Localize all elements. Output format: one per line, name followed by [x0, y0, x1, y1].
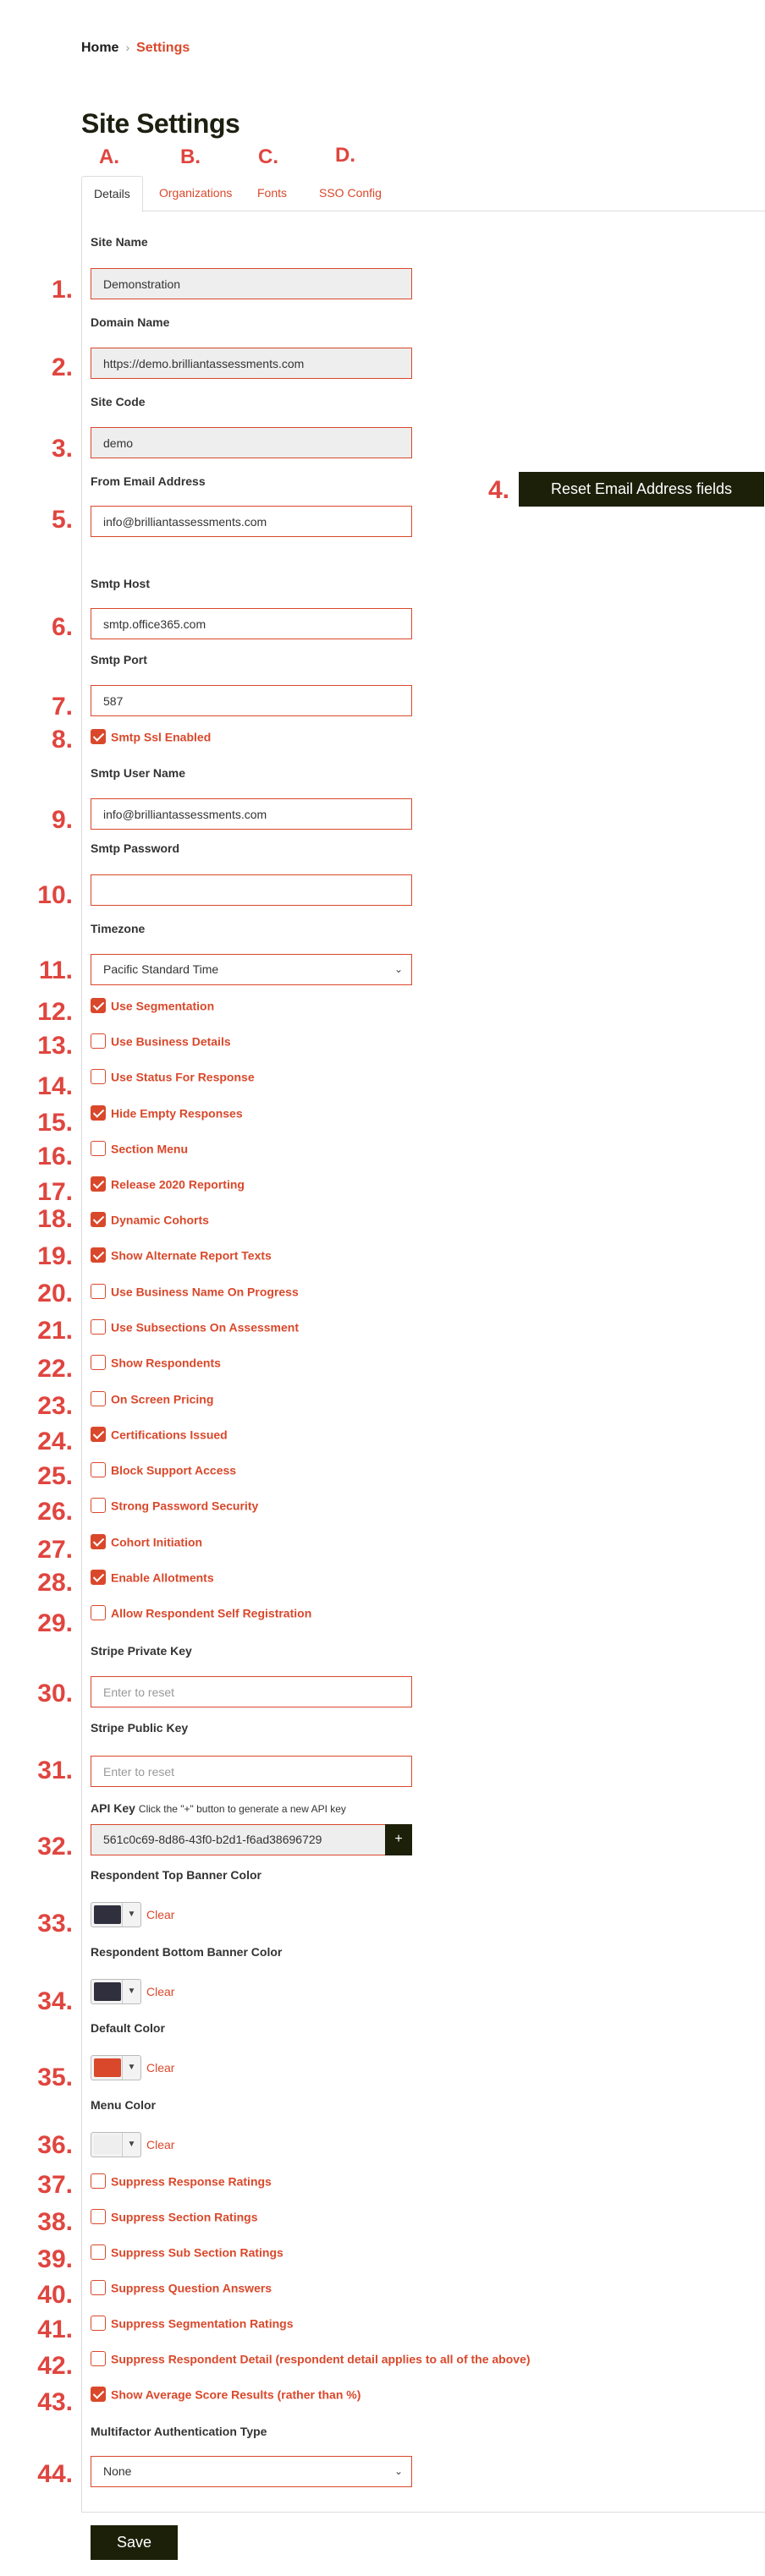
callout-tab-a: A.: [99, 145, 119, 168]
use-business-name-on-progress-checkbox[interactable]: [91, 1284, 299, 1301]
checkbox-box[interactable]: [91, 1212, 106, 1227]
tab-bar: [81, 176, 765, 211]
checkbox-label: Block Support Access: [111, 1463, 237, 1477]
smtp-port-label: Smtp Port: [91, 653, 147, 666]
callout-7: 7.: [51, 693, 73, 721]
callout-41: 41.: [37, 2316, 73, 2343]
show-average-score-results-checkbox[interactable]: [91, 2387, 360, 2403]
callout-15: 15.: [37, 1109, 73, 1137]
stripe-private-input[interactable]: [91, 1676, 412, 1707]
callout-43: 43.: [37, 2388, 73, 2416]
tab-fonts[interactable]: Fonts: [257, 186, 288, 200]
certifications-issued-checkbox[interactable]: [91, 1427, 228, 1444]
smtp-user-label: Smtp User Name: [91, 766, 186, 780]
on-screen-pricing-checkbox[interactable]: [91, 1391, 213, 1408]
callout-17: 17.: [37, 1178, 73, 1206]
color-swatch-button[interactable]: [91, 1902, 141, 1927]
top-banner-color-label: Respondent Top Banner Color: [91, 1868, 261, 1882]
callout-5: 5.: [51, 506, 73, 534]
checkbox-box[interactable]: [91, 1462, 106, 1477]
clear-color-link[interactable]: Clear: [146, 2138, 175, 2151]
callout-19: 19.: [37, 1242, 73, 1270]
callout-32: 32.: [37, 1833, 73, 1861]
callout-21: 21.: [37, 1317, 73, 1345]
color-swatch: [94, 1982, 121, 2001]
checkbox-box[interactable]: [91, 2280, 106, 2295]
hide-empty-responses-checkbox[interactable]: [91, 1105, 243, 1122]
dynamic-cohorts-checkbox[interactable]: [91, 1212, 209, 1229]
callout-tab-d: D.: [335, 144, 355, 167]
checkbox-label: Certifications Issued: [111, 1428, 228, 1442]
checkbox-label: Suppress Segmentation Ratings: [111, 2316, 294, 2331]
reset-email-fields-button[interactable]: Reset Email Address fields: [519, 472, 764, 507]
suppress-response-ratings-checkbox[interactable]: [91, 2173, 272, 2190]
api-key-field[interactable]: [91, 1824, 412, 1855]
callout-42: 42.: [37, 2352, 73, 2380]
tab-details[interactable]: Details: [81, 176, 143, 212]
site-code-input[interactable]: [91, 427, 412, 458]
use-business-details-checkbox[interactable]: [91, 1033, 231, 1050]
clear-color-link[interactable]: Clear: [146, 1908, 175, 1921]
cohort-initiation-checkbox[interactable]: [91, 1534, 202, 1551]
callout-36: 36.: [37, 2131, 73, 2159]
callout-1: 1.: [51, 276, 73, 304]
suppress-respondent-detail-checkbox[interactable]: [91, 2351, 531, 2368]
smtp-port-input[interactable]: [91, 685, 412, 716]
smtp-user-input[interactable]: [91, 798, 412, 830]
callout-14: 14.: [37, 1072, 73, 1100]
timezone-select[interactable]: [91, 954, 412, 985]
callout-10: 10.: [37, 881, 73, 909]
suppress-sub-section-ratings-checkbox[interactable]: [91, 2244, 283, 2261]
mfa-type-select[interactable]: [91, 2456, 412, 2487]
color-swatch: [94, 2135, 121, 2154]
tab-sso-config[interactable]: SSO Config: [319, 186, 382, 200]
callout-11: 11.: [38, 956, 73, 984]
clear-color-link[interactable]: Clear: [146, 2061, 175, 2075]
menu-color-label: Menu Color: [91, 2098, 156, 2112]
suppress-segmentation-ratings-checkbox[interactable]: [91, 2316, 293, 2332]
suppress-section-ratings-checkbox[interactable]: [91, 2209, 257, 2226]
callout-27: 27.: [37, 1536, 73, 1564]
callout-18: 18.: [37, 1205, 73, 1233]
caret-down-icon: ▼: [122, 1903, 140, 1927]
color-swatch-button[interactable]: [91, 2055, 141, 2080]
callout-35: 35.: [37, 2064, 73, 2091]
default-color-label: Default Color: [91, 2021, 165, 2035]
checkbox-box[interactable]: [91, 1284, 106, 1299]
checkbox-label: Use Segmentation: [111, 999, 215, 1013]
callout-40: 40.: [37, 2281, 73, 2309]
breadcrumb: [81, 41, 190, 56]
site-code-label: Site Code: [91, 395, 146, 408]
checkbox-box[interactable]: [91, 998, 106, 1013]
checkbox-box[interactable]: [91, 1534, 106, 1549]
bottom-banner-color-label: Respondent Bottom Banner Color: [91, 1945, 283, 1959]
callout-tab-b: B.: [180, 145, 201, 168]
bottom-banner-color-picker[interactable]: [91, 1979, 174, 2004]
domain-name-label: Domain Name: [91, 315, 170, 329]
breadcrumb-home-link[interactable]: Home: [81, 41, 119, 55]
smtp-host-input[interactable]: [91, 608, 412, 639]
chevron-down-icon: ⌄: [394, 963, 403, 975]
checkbox-box[interactable]: [91, 2173, 106, 2189]
callout-37: 37.: [37, 2171, 73, 2199]
generate-api-key-button[interactable]: +: [385, 1824, 412, 1855]
checkbox-label: Show Alternate Report Texts: [111, 1248, 272, 1263]
strong-password-security-checkbox[interactable]: [91, 1498, 258, 1515]
page-title: Site Settings: [81, 108, 240, 139]
caret-down-icon: ▼: [122, 2056, 140, 2080]
callout-30: 30.: [37, 1680, 73, 1707]
api-key-value: 561c0c69-8d86-43f0-b2d1-f6ad38696729: [103, 1833, 322, 1846]
checkbox-box[interactable]: [91, 2316, 106, 2331]
checkbox-label: Dynamic Cohorts: [111, 1213, 209, 1227]
from-email-label: From Email Address: [91, 474, 206, 488]
release-2020-reporting-checkbox[interactable]: [91, 1176, 245, 1193]
checkbox-label: Use Status For Response: [111, 1070, 255, 1084]
checkbox-box[interactable]: [91, 1069, 106, 1084]
breadcrumb-current: Settings: [136, 41, 190, 55]
checkbox-label: Use Subsections On Assessment: [111, 1320, 300, 1335]
checkbox-label: Enable Allotments: [111, 1570, 214, 1585]
callout-4: 4.: [487, 476, 509, 504]
callout-2: 2.: [51, 354, 73, 381]
show-alternate-report-texts-checkbox[interactable]: [91, 1247, 272, 1264]
callout-29: 29.: [37, 1609, 73, 1637]
stripe-public-input[interactable]: [91, 1756, 412, 1787]
checkbox-label: Suppress Question Answers: [111, 2281, 272, 2295]
callout-25: 25.: [37, 1462, 73, 1490]
chevron-down-icon: ⌄: [394, 2465, 403, 2477]
caret-down-icon: ▼: [122, 1980, 140, 2003]
checkbox-box[interactable]: [91, 1105, 106, 1121]
allow-respondent-self-registration-checkbox[interactable]: [91, 1605, 311, 1622]
smtp-host-label: Smtp Host: [91, 577, 150, 590]
clear-color-link[interactable]: Clear: [146, 1985, 175, 1998]
checkbox-label: Cohort Initiation: [111, 1535, 203, 1549]
tab-organizations[interactable]: Organizations: [159, 186, 233, 200]
color-swatch: [94, 1905, 121, 1924]
menu-color-picker[interactable]: [91, 2132, 174, 2157]
callout-tab-c: C.: [258, 145, 278, 168]
timezone-value: Pacific Standard Time: [103, 962, 219, 976]
checkbox-box[interactable]: [91, 2387, 106, 2402]
checkbox-label: Strong Password Security: [111, 1499, 259, 1513]
callout-24: 24.: [37, 1428, 73, 1455]
color-swatch-button[interactable]: [91, 1979, 141, 2004]
checkbox-label: Release 2020 Reporting: [111, 1177, 245, 1192]
section-menu-checkbox[interactable]: [91, 1141, 188, 1158]
checkbox-box[interactable]: [91, 1355, 106, 1370]
callout-6: 6.: [51, 613, 73, 641]
site-name-label: Site Name: [91, 235, 148, 249]
checkbox-label: On Screen Pricing: [111, 1392, 214, 1406]
checkbox-label: Show Respondents: [111, 1356, 221, 1370]
show-respondents-checkbox[interactable]: [91, 1355, 221, 1372]
suppress-question-answers-checkbox[interactable]: [91, 2280, 272, 2297]
checkbox-box[interactable]: [91, 1247, 106, 1263]
smtp-password-input[interactable]: [91, 874, 412, 906]
callout-9: 9.: [51, 806, 73, 834]
checkbox-box[interactable]: [91, 1498, 106, 1513]
checkbox-box[interactable]: [91, 2351, 106, 2366]
checkbox-box[interactable]: [91, 2244, 106, 2260]
checkbox-box[interactable]: [91, 1391, 106, 1406]
site-name-input[interactable]: [91, 268, 412, 299]
default-color-picker[interactable]: [91, 2055, 174, 2080]
checkbox-label: Suppress Sub Section Ratings: [111, 2245, 283, 2260]
callout-26: 26.: [37, 1498, 73, 1526]
callout-34: 34.: [37, 1987, 73, 2015]
use-status-for-response-checkbox[interactable]: [91, 1069, 255, 1086]
checkbox-label: Allow Respondent Self Registration: [111, 1606, 312, 1620]
callout-31: 31.: [37, 1757, 73, 1784]
callout-8: 8.: [51, 726, 73, 754]
mfa-type-value: None: [103, 2464, 132, 2478]
callout-38: 38.: [37, 2208, 73, 2236]
use-subsections-on-assessment-checkbox[interactable]: [91, 1319, 299, 1336]
checkbox-label: Hide Empty Responses: [111, 1106, 243, 1121]
smtp-password-label: Smtp Password: [91, 841, 180, 855]
stripe-public-label: Stripe Public Key: [91, 1721, 189, 1735]
checkbox-box[interactable]: [91, 729, 106, 744]
checkbox-box[interactable]: [91, 2209, 106, 2224]
checkbox-box[interactable]: [91, 1176, 106, 1192]
checkbox-box[interactable]: [91, 1427, 106, 1442]
enable-allotments-checkbox[interactable]: [91, 1570, 214, 1587]
callout-16: 16.: [37, 1143, 73, 1170]
block-support-access-checkbox[interactable]: [91, 1462, 236, 1479]
checkbox-box[interactable]: [91, 1570, 106, 1585]
from-email-input[interactable]: [91, 506, 412, 537]
callout-44: 44.: [37, 2460, 73, 2488]
mfa-type-label: Multifactor Authentication Type: [91, 2425, 267, 2438]
stripe-private-label: Stripe Private Key: [91, 1644, 192, 1658]
checkbox-label: Section Menu: [111, 1142, 189, 1156]
callout-12: 12.: [37, 998, 73, 1026]
checkbox-box[interactable]: [91, 1605, 106, 1620]
checkbox-label: Suppress Respondent Detail (respondent detail applies to all of the above): [111, 2352, 531, 2366]
callout-13: 13.: [37, 1032, 73, 1060]
content-panel-border: [81, 211, 82, 2512]
api-key-label: [91, 1801, 346, 1815]
callout-3: 3.: [51, 435, 73, 463]
caret-down-icon: ▼: [122, 2133, 140, 2157]
breadcrumb-separator: ›: [125, 41, 130, 54]
checkbox-label: Show Average Score Results (rather than %): [111, 2387, 361, 2402]
use-segmentation-checkbox[interactable]: [91, 998, 214, 1015]
checkbox-label: Suppress Section Ratings: [111, 2210, 258, 2224]
callout-22: 22.: [37, 1355, 73, 1383]
checkbox-label: Use Business Details: [111, 1034, 231, 1049]
save-button[interactable]: Save: [91, 2525, 178, 2560]
color-swatch: [94, 2058, 121, 2077]
callout-33: 33.: [37, 1910, 73, 1937]
api-key-label-text: API Key: [91, 1801, 135, 1815]
form-footer-divider: [81, 2512, 765, 2513]
checkbox-box[interactable]: [91, 1141, 106, 1156]
smtp-ssl-checkbox[interactable]: [91, 729, 211, 746]
checkbox-label: Suppress Response Ratings: [111, 2174, 272, 2189]
checkbox-box[interactable]: [91, 1033, 106, 1049]
callout-39: 39.: [37, 2245, 73, 2273]
color-swatch-button[interactable]: [91, 2132, 141, 2157]
timezone-label: Timezone: [91, 922, 146, 935]
checkbox-box[interactable]: [91, 1319, 106, 1335]
checkbox-label: Smtp Ssl Enabled: [111, 730, 212, 744]
api-key-hint: Click the "+" button to generate a new API key: [138, 1803, 346, 1815]
callout-23: 23.: [37, 1392, 73, 1420]
top-banner-color-picker[interactable]: [91, 1902, 174, 1927]
callout-20: 20.: [37, 1280, 73, 1307]
checkbox-label: Use Business Name On Progress: [111, 1285, 299, 1299]
callout-28: 28.: [37, 1569, 73, 1597]
domain-name-input[interactable]: [91, 348, 412, 379]
